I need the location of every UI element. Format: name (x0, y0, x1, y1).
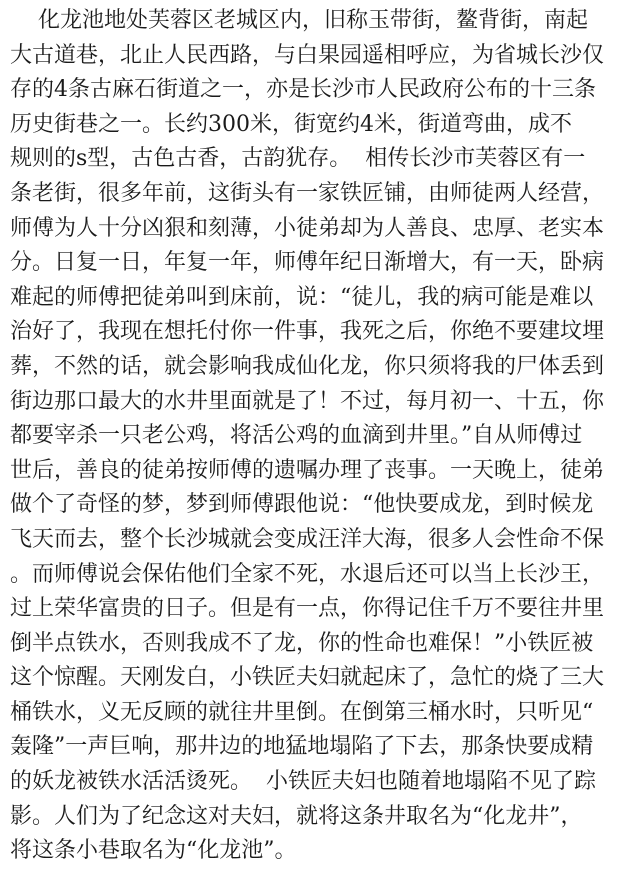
text-line: 飞天而去，整个长沙城就会变成汪洋大海，很多人会性命不保 (10, 526, 605, 552)
text-line: 街边那口最大的水井里面就是了！不过，每月初一、十五，你 (10, 388, 605, 414)
text-line: 。而师傅说会保佑他们全家不死，水退后还可以当上长沙王， (10, 561, 605, 587)
text-line: 规则的s型，古色古香，古韵犹存。 相传长沙市芙蓉区有一 (10, 146, 586, 172)
text-line: 历史街巷之一。长约300米，街宽约4米，街道弯曲，成不 (10, 111, 572, 137)
text-line: 的妖龙被铁水活活烫死。 小铁匠夫妇也随着地塌陷不见了踪 (10, 769, 596, 795)
text-line: 过上荣华富贵的日子。但是有一点，你得记住千万不要往井里 (10, 596, 605, 622)
text-line: 将这条小巷取名为“化龙池”。 (10, 838, 297, 864)
text-line: 存的4条古麻石街道之一，亦是长沙市人民政府公布的十三条 (10, 77, 596, 103)
text-line: 条老街，很多年前，这街头有一家铁匠铺，由师徒两人经营， (10, 180, 605, 206)
text-line: 化龙池地处芙蓉区老城区内，旧称玉带街，鳌背街，南起 (10, 8, 588, 33)
text-line: 影。人们为了纪念这对夫妇，就将这条井取名为“化龙井”， (10, 803, 583, 829)
text-line: 做个了奇怪的梦，梦到师傅跟他说：“他快要成龙，到时候龙 (10, 492, 594, 518)
text-line: 轰隆”一声巨响，那井边的地猛地塌陷了下去，那条快要成精 (10, 734, 594, 760)
text-line: 大古道巷，北止人民西路，与白果园遥相呼应，为省城长沙仅 (10, 42, 605, 68)
text-line: 这个惊醒。天刚发白，小铁匠夫妇就起床了，急忙的烧了三大 (10, 665, 605, 691)
text-line: 分。日复一日，年复一年，师傅年纪日渐增大，有一天，卧病 (10, 250, 605, 276)
text-line: 难起的师傅把徒弟叫到床前，说：“徒儿，我的病可能是难以 (10, 284, 594, 310)
text-line: 倒半点铁水，否则我成不了龙，你的性命也难保！”小铁匠被 (10, 630, 594, 656)
document-body (10, 4, 636, 869)
text-line: 世后，善良的徒弟按师傅的遗嘱办理了丧事。一天晚上，徒弟 (10, 457, 605, 483)
text-line: 桶铁水，义无反顾的就往井里倒。在倒第三桶水时，只听见“ (10, 699, 594, 725)
text-line: 师傅为人十分凶狠和刻薄，小徒弟却为人善良、忠厚、老实本 (10, 215, 605, 241)
text-line: 葬，不然的话，就会影响我成仙化龙，你只须将我的尸体丢到 (10, 353, 605, 379)
text-line: 治好了，我现在想托付你一件事，我死之后，你绝不要建坟埋 (10, 319, 605, 345)
text-line: 都要宰杀一只老公鸡，将活公鸡的血滴到井里。”自从师傅过 (10, 423, 583, 449)
